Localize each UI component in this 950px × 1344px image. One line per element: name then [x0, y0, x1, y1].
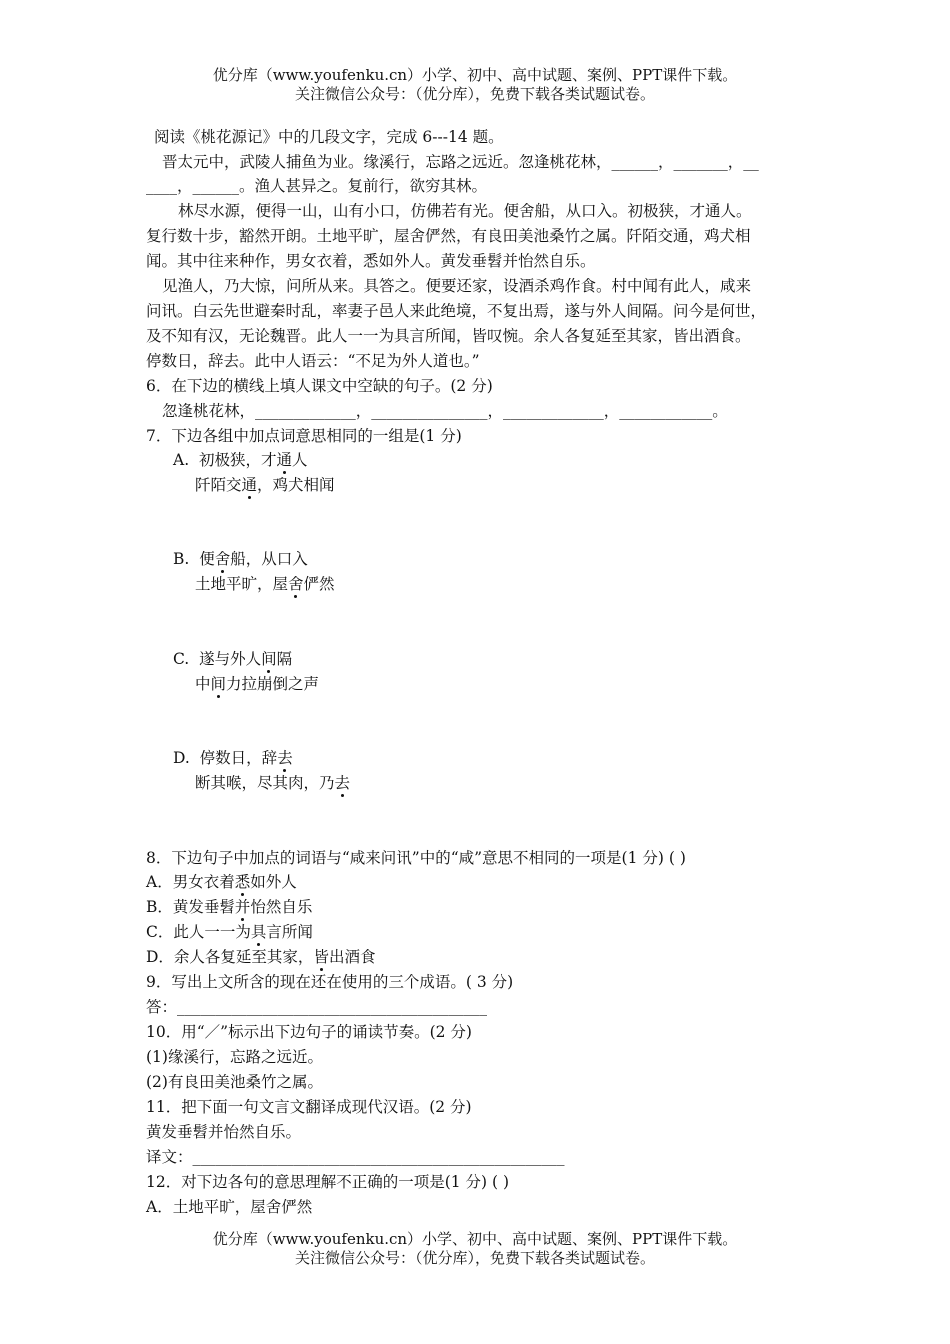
question-11-stem: 11．把下面一句文言文翻译成现代汉语。(2 分)	[146, 1098, 472, 1116]
question-12-option-a: A．土地平旷，屋舍俨然	[146, 1198, 313, 1216]
dotted-word: 间	[210, 675, 227, 693]
option-c-line-2: 中间力拉崩倒之声	[195, 675, 320, 693]
question-10-sentence-1: (1)缘溪行，忘路之远近。	[146, 1048, 323, 1066]
option-label: B.	[173, 550, 190, 568]
option-a-line-1: A. 初极狭，才通人	[173, 451, 308, 469]
dotted-word: 并	[234, 898, 251, 916]
footer-line-2: 关注微信公众号：（优分库），免费下载各类试题试卷。	[294, 1249, 655, 1267]
question-12-stem: 12．对下边各句的意思理解不正确的一项是(1 分) ( )	[146, 1173, 510, 1191]
option-b-line-1: B. 便舍船，从口入	[173, 550, 308, 568]
footer-line-1: 优分库（www.youfenku.cn）小学、初中、高中试题、案例、PPT课件下载。	[212, 1230, 738, 1248]
question-8-stem: 8．下边句子中加点的词语与“咸来问讯”中的“咸”意思不相同的一项是(1 分) ( )	[146, 849, 686, 867]
dotted-word: 间	[261, 650, 277, 668]
passage-line: 见渔人，乃大惊，问所从来。具答之。便要还家，设酒杀鸡作食。村中闻有此人，咸来	[162, 277, 752, 295]
dotted-word: 去	[334, 774, 351, 792]
dotted-word: 具	[250, 923, 267, 941]
intro-line: 阅读《桃花源记》中的几段文字，完成 6---14 题。	[154, 128, 504, 146]
dotted-word: 通	[241, 476, 258, 494]
dotted-word: 去	[277, 749, 293, 767]
passage-line: 林尽水源，便得一山，山有小口，仿佛若有光。便舍船，从口入。初极狭，才通人。	[178, 202, 752, 220]
dotted-word: 舍	[214, 550, 231, 568]
dotted-word: 悉	[234, 873, 251, 891]
question-10-stem: 10．用“／”标示出下边句子的诵读节奏。(2 分)	[146, 1023, 472, 1041]
option-label: D.	[173, 749, 190, 767]
passage-line: 问讯。白云先世避秦时乱，率妻子邑人来此绝境，不复出焉，遂与外人间隔。问今是何世，	[146, 302, 767, 320]
option-c-line-1: C. 遂与外人间隔	[173, 650, 293, 668]
dotted-word: 皆	[313, 948, 329, 966]
option-d-line-1: D. 停数日，辞去	[173, 749, 293, 767]
option-label: A.	[173, 451, 190, 469]
page-footer	[0, 1230, 950, 1268]
option-b-line-2: 土地平旷，屋舍俨然	[195, 575, 335, 593]
question-8-option-c: C．此人一一为具言所闻	[146, 923, 313, 941]
option-a-line-2: 阡陌交通，鸡犬相闻	[195, 476, 335, 494]
question-8-option-d: D．余人各复延至其家，皆出酒食	[146, 948, 376, 966]
question-9-answer-line: 答：________________________________________	[146, 998, 488, 1016]
passage-line: ____，______。渔人甚异之。复前行，欲穷其林。	[146, 177, 488, 195]
question-11-sentence: 黄发垂髫并怡然自乐。	[146, 1123, 302, 1141]
option-label: C.	[173, 650, 190, 668]
question-7-stem: 7．下边各组中加点词意思相同的一组是(1 分)	[146, 427, 462, 445]
passage-line: 停数日，辞去。此中人语云：“不足为外人道也。”	[146, 352, 480, 370]
question-8-option-b: B．黄发垂髫并怡然自乐	[146, 898, 313, 916]
passage-line: 及不知有汉，无论魏晋。此人一一为具言所闻，皆叹惋。余人各复延至其家，皆出酒食。	[146, 327, 751, 345]
option-d-line-2: 断其喉，尽其肉，乃去	[195, 774, 351, 792]
dotted-word: 通	[276, 451, 293, 469]
header-line-2: 关注微信公众号：（优分库），免费下载各类试题试卷。	[294, 85, 655, 103]
question-9-stem: 9．写出上文所含的现在还在使用的三个成语。( 3 分)	[146, 973, 514, 991]
passage-line: 晋太元中，武陵人捕鱼为业。缘溪行，忘路之远近。忽逢桃花林，______，_______，__	[162, 153, 759, 171]
dotted-word: 舍	[288, 575, 304, 593]
question-6-stem: 6．在下边的横线上填人课文中空缺的句子。(2 分)	[146, 377, 493, 395]
question-10-sentence-2: (2)有良田美池桑竹之属。	[146, 1073, 323, 1091]
question-11-answer-line: 译文：________________________________________________	[146, 1148, 565, 1166]
page-header	[0, 66, 950, 104]
question-6-blanks: 忽逢桃花林，_____________，_______________，_____________，____________。	[162, 402, 728, 420]
question-8-option-a: A．男女衣着悉如外人	[146, 873, 297, 891]
header-line-1: 优分库（www.youfenku.cn）小学、初中、高中试题、案例、PPT课件下载。	[212, 66, 738, 84]
passage-line: 复行数十步，豁然开朗。土地平旷，屋舍俨然，有良田美池桑竹之属。阡陌交通，鸡犬相	[146, 227, 751, 245]
passage-line: 闻。其中往来种作，男女衣着，悉如外人。黄发垂髫并怡然自乐。	[146, 252, 596, 270]
